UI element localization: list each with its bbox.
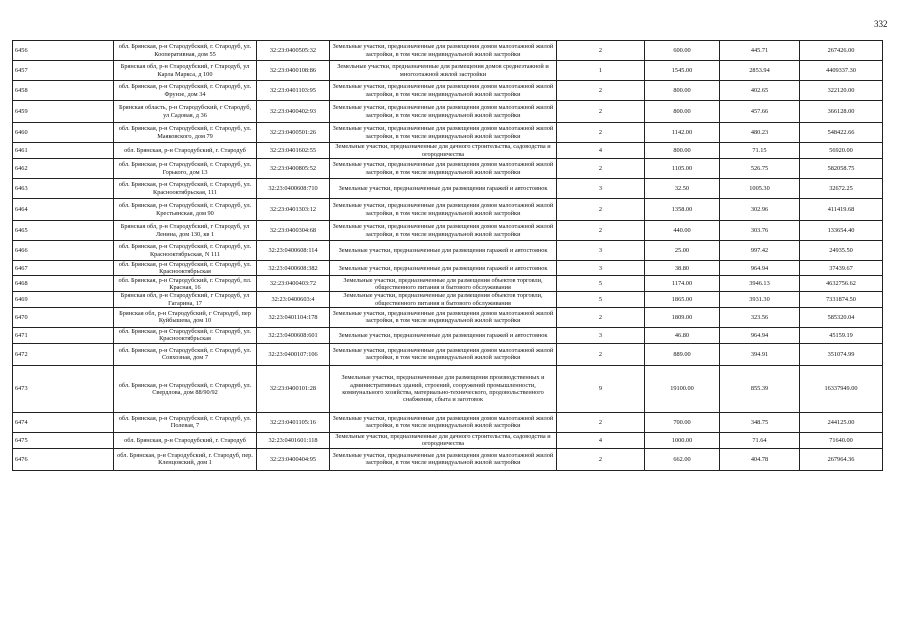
cadastral-value-cell: 133654.40 <box>800 221 883 241</box>
address-cell: обл. Брянская, р-н Стародубский, г. Стародуб, ул. Крестьянская, дом 90 <box>114 199 257 221</box>
cadastral-number-cell: 32:23:0400608:114 <box>257 241 330 261</box>
address-cell: обл. Брянская, р-н Стародубский, г. Стародуб, ул. Фрунзе, дом 34 <box>114 81 257 101</box>
specific-value-cell: 3946.13 <box>720 276 800 292</box>
address-cell: обл. Брянская, р-н Стародубский, г. Стародуб, ул. Краснооктябрьская <box>114 261 257 276</box>
land-use-cell: Земельные участки, предназначенные для размещения домов малоэтажной жилой застройки, в том числе индивидуальной жилой застройки <box>330 221 557 241</box>
cadastral-value-cell: 71640.00 <box>800 432 883 448</box>
specific-value-cell: 394.91 <box>720 343 800 365</box>
row-number: 6456 <box>13 41 114 61</box>
cadastral-value-cell: 585320.04 <box>800 307 883 327</box>
table-row <box>13 159 883 179</box>
area-cell: 1865.00 <box>645 292 720 307</box>
specific-value-cell: 2853.94 <box>720 61 800 81</box>
land-use-cell: Земельные участки, предназначенные для размещения гаражей и автостоянок <box>330 241 557 261</box>
cadastral-value-cell: 244125.00 <box>800 412 883 432</box>
page-number: 332 <box>874 19 888 29</box>
cadastral-number-cell: 32:23:0400402:93 <box>257 101 330 123</box>
row-number: 6457 <box>13 61 114 81</box>
table-row <box>13 276 883 292</box>
cadastral-value-cell: 56920.00 <box>800 143 883 159</box>
land-use-cell: Земельные участки, предназначенные для размещения домов малоэтажной жилой застройки, в том числе индивидуальной жилой застройки <box>330 81 557 101</box>
land-use-cell: Земельные участки, предназначенные для размещения домов малоэтажной жилой застройки, в том числе индивидуальной жилой застройки <box>330 123 557 143</box>
land-use-cell: Земельные участки, предназначенные для размещения домов малоэтажной жилой застройки, в том числе индивидуальной жилой застройки <box>330 199 557 221</box>
table-row <box>13 221 883 241</box>
specific-value-cell: 3931.30 <box>720 292 800 307</box>
land-use-cell: Земельные участки, предназначенные для дачного строительства, садоводства и огородничества <box>330 143 557 159</box>
use-group-cell: 2 <box>557 101 645 123</box>
land-use-cell: Земельные участки, предназначенные для размещения домов среднеэтажной и многоэтажной жилой застройки <box>330 61 557 81</box>
specific-value-cell: 997.42 <box>720 241 800 261</box>
row-number: 6463 <box>13 179 114 199</box>
specific-value-cell: 303.76 <box>720 221 800 241</box>
address-cell: обл. Брянская, р-н Стародубский, г. Стародуб <box>114 143 257 159</box>
use-group-cell: 2 <box>557 199 645 221</box>
specific-value-cell: 964.94 <box>720 327 800 343</box>
row-number: 6460 <box>13 123 114 143</box>
use-group-cell: 2 <box>557 221 645 241</box>
address-cell: обл. Брянская, р-н Стародубский, г. Стародуб, ул. Совхозная, дом 7 <box>114 343 257 365</box>
cadastral-number-cell: 32:23:0401103:95 <box>257 81 330 101</box>
area-cell: 38.80 <box>645 261 720 276</box>
use-group-cell: 4 <box>557 143 645 159</box>
land-use-cell: Земельные участки, предназначенные для размещения производственных и административных зданий, строений, сооружений промышленности, коммунального хозяйства, материально-технического, продовольственного снабжения, сбыта и заготовок <box>330 365 557 412</box>
land-use-cell: Земельные участки, предназначенные для размещения объектов торговли, общественного питания и бытового обслуживания <box>330 276 557 292</box>
use-group-cell: 2 <box>557 412 645 432</box>
cadastral-value-cell: 267964.36 <box>800 448 883 470</box>
use-group-cell: 2 <box>557 41 645 61</box>
specific-value-cell: 964.94 <box>720 261 800 276</box>
land-use-cell: Земельные участки, предназначенные для дачного строительства, садоводства и огородничества <box>330 432 557 448</box>
area-cell: 889.00 <box>645 343 720 365</box>
specific-value-cell: 348.75 <box>720 412 800 432</box>
address-cell: Брянская обл, р-н Стародубский, г Стародуб, ул Ленина, дом 130, кв 1 <box>114 221 257 241</box>
specific-value-cell: 1005.30 <box>720 179 800 199</box>
specific-value-cell: 404.78 <box>720 448 800 470</box>
table-row <box>13 412 883 432</box>
cadastral-value-cell: 548422.66 <box>800 123 883 143</box>
cadastral-number-cell: 32:23:0400108:86 <box>257 61 330 81</box>
row-number: 6468 <box>13 276 114 292</box>
cadastral-number-cell: 32:23:0401601:118 <box>257 432 330 448</box>
row-number: 6458 <box>13 81 114 101</box>
cadastral-value-cell: 351074.99 <box>800 343 883 365</box>
table-row <box>13 307 883 327</box>
address-cell: Брянская область, р-н Стародубский, г Стародуб, ул Садовая, д 36 <box>114 101 257 123</box>
row-number: 6459 <box>13 101 114 123</box>
table-row <box>13 327 883 343</box>
cadastral-value-cell: 32672.25 <box>800 179 883 199</box>
use-group-cell: 2 <box>557 123 645 143</box>
cadastral-number-cell: 32:23:0400608:382 <box>257 261 330 276</box>
area-cell: 800.00 <box>645 101 720 123</box>
cadastral-number-cell: 32:23:0400603:4 <box>257 292 330 307</box>
specific-value-cell: 323.56 <box>720 307 800 327</box>
cadastral-number-cell: 32:23:0400505:32 <box>257 41 330 61</box>
cadastral-value-cell: 322120.00 <box>800 81 883 101</box>
use-group-cell: 1 <box>557 61 645 81</box>
address-cell: обл. Брянская, р-н Стародубский, г. Стародуб, ул. Свердлова, дом 88/90/92 <box>114 365 257 412</box>
land-use-cell: Земельные участки, предназначенные для размещения гаражей и автостоянок <box>330 327 557 343</box>
use-group-cell: 3 <box>557 179 645 199</box>
table-row <box>13 61 883 81</box>
cadastral-number-cell: 32:23:0401303:12 <box>257 199 330 221</box>
cadastral-number-cell: 32:23:0400404:95 <box>257 448 330 470</box>
use-group-cell: 2 <box>557 448 645 470</box>
use-group-cell: 3 <box>557 241 645 261</box>
cadastral-number-cell: 32:23:0400107:106 <box>257 343 330 365</box>
specific-value-cell: 402.65 <box>720 81 800 101</box>
specific-value-cell: 526.75 <box>720 159 800 179</box>
row-number: 6474 <box>13 412 114 432</box>
specific-value-cell: 480.23 <box>720 123 800 143</box>
area-cell: 19100.00 <box>645 365 720 412</box>
table-row <box>13 432 883 448</box>
row-number: 6465 <box>13 221 114 241</box>
cadastral-value-cell: 45159.19 <box>800 327 883 343</box>
row-number: 6464 <box>13 199 114 221</box>
use-group-cell: 2 <box>557 343 645 365</box>
table-row <box>13 261 883 276</box>
use-group-cell: 2 <box>557 159 645 179</box>
row-number: 6475 <box>13 432 114 448</box>
cadastral-value-cell: 411419.68 <box>800 199 883 221</box>
area-cell: 32.50 <box>645 179 720 199</box>
area-cell: 25.00 <box>645 241 720 261</box>
area-cell: 800.00 <box>645 81 720 101</box>
area-cell: 1358.00 <box>645 199 720 221</box>
area-cell: 46.80 <box>645 327 720 343</box>
cadastral-value-cell: 24935.50 <box>800 241 883 261</box>
address-cell: обл. Брянская, р-н Стародубский, г. Стародуб, ул. Полевая, 7 <box>114 412 257 432</box>
address-cell: обл. Брянская, р-н Стародубский, г. Стародуб, пер. Кленцовский, дом 1 <box>114 448 257 470</box>
row-number: 6466 <box>13 241 114 261</box>
area-cell: 1105.00 <box>645 159 720 179</box>
use-group-cell: 5 <box>557 292 645 307</box>
cadastral-value-cell: 582058.75 <box>800 159 883 179</box>
cadastral-number-cell: 32:23:0401602:55 <box>257 143 330 159</box>
specific-value-cell: 302.96 <box>720 199 800 221</box>
use-group-cell: 3 <box>557 327 645 343</box>
cadastral-number-cell: 32:23:0400304:68 <box>257 221 330 241</box>
table-row <box>13 365 883 412</box>
specific-value-cell: 71.64 <box>720 432 800 448</box>
row-number: 6470 <box>13 307 114 327</box>
cadastral-number-cell: 32:23:0400608:710 <box>257 179 330 199</box>
address-cell: обл. Брянская, р-н Стародубский, г. Стародуб, ул. Краснооктябрьская <box>114 327 257 343</box>
area-cell: 1809.00 <box>645 307 720 327</box>
use-group-cell: 2 <box>557 81 645 101</box>
address-cell: обл. Брянская, р-н Стародубский, г. Стародуб, ул. Краснооктябрьская, 111 <box>114 179 257 199</box>
row-number: 6471 <box>13 327 114 343</box>
area-cell: 700.00 <box>645 412 720 432</box>
specific-value-cell: 445.71 <box>720 41 800 61</box>
address-cell: Брянская обл, р-н Стародубский, г Стародуб, пер Куйбышева, дом 10 <box>114 307 257 327</box>
land-use-cell: Земельные участки, предназначенные для размещения домов малоэтажной жилой застройки, в том числе индивидуальной жилой застройки <box>330 412 557 432</box>
use-group-cell: 9 <box>557 365 645 412</box>
area-cell: 1545.00 <box>645 61 720 81</box>
table-row <box>13 41 883 61</box>
row-number: 6469 <box>13 292 114 307</box>
land-use-cell: Земельные участки, предназначенные для размещения домов малоэтажной жилой застройки, в том числе индивидуальной жилой застройки <box>330 448 557 470</box>
land-use-cell: Земельные участки, предназначенные для размещения домов малоэтажной жилой застройки, в том числе индивидуальной жилой застройки <box>330 159 557 179</box>
land-use-cell: Земельные участки, предназначенные для размещения гаражей и автостоянок <box>330 261 557 276</box>
address-cell: Брянская обл, р-н Стародубский, г Стародуб, ул Карла Маркса, д 100 <box>114 61 257 81</box>
address-cell: обл. Брянская, р-н Стародубский, г. Стародуб, ул. Кооперативная, дом 55 <box>114 41 257 61</box>
specific-value-cell: 855.39 <box>720 365 800 412</box>
use-group-cell: 3 <box>557 261 645 276</box>
cadastral-value-table <box>12 40 883 471</box>
land-use-cell: Земельные участки, предназначенные для размещения объектов торговли, общественного питания и бытового обслуживания <box>330 292 557 307</box>
cadastral-number-cell: 32:23:0400403:72 <box>257 276 330 292</box>
address-cell: обл. Брянская, р-н Стародубский, г. Стародуб, ул. Маяковского, дом 79 <box>114 123 257 143</box>
cadastral-number-cell: 32:23:0401105:16 <box>257 412 330 432</box>
area-cell: 662.00 <box>645 448 720 470</box>
land-use-cell: Земельные участки, предназначенные для размещения гаражей и автостоянок <box>330 179 557 199</box>
area-cell: 600.00 <box>645 41 720 61</box>
table-row <box>13 101 883 123</box>
cadastral-value-cell: 267426.00 <box>800 41 883 61</box>
cadastral-number-cell: 32:23:0400101:28 <box>257 365 330 412</box>
table-row <box>13 241 883 261</box>
cadastral-value-cell: 4409337.30 <box>800 61 883 81</box>
cadastral-number-cell: 32:23:0400805:52 <box>257 159 330 179</box>
row-number: 6473 <box>13 365 114 412</box>
cadastral-number-cell: 32:23:0401104:178 <box>257 307 330 327</box>
cadastral-number-cell: 32:23:0400501:26 <box>257 123 330 143</box>
table-row <box>13 448 883 470</box>
table-row <box>13 292 883 307</box>
table-row <box>13 81 883 101</box>
area-cell: 1174.00 <box>645 276 720 292</box>
table-row <box>13 199 883 221</box>
cadastral-value-cell: 7331874.50 <box>800 292 883 307</box>
cadastral-value-cell: 366128.00 <box>800 101 883 123</box>
address-cell: обл. Брянская, р-н Стародубский, г. Стародуб, пл. Красная, 16 <box>114 276 257 292</box>
row-number: 6476 <box>13 448 114 470</box>
area-cell: 1142.00 <box>645 123 720 143</box>
land-use-cell: Земельные участки, предназначенные для размещения домов малоэтажной жилой застройки, в том числе индивидуальной жилой застройки <box>330 343 557 365</box>
table-row <box>13 143 883 159</box>
land-use-cell: Земельные участки, предназначенные для размещения домов малоэтажной жилой застройки, в том числе индивидуальной жилой застройки <box>330 101 557 123</box>
address-cell: Брянская обл, р-н Стародубский, г Стародуб, ул Гагарина, 17 <box>114 292 257 307</box>
address-cell: обл. Брянская, р-н Стародубский, г. Стародуб, ул. Горького, дом 13 <box>114 159 257 179</box>
table-row <box>13 179 883 199</box>
cadastral-value-cell: 16337949.00 <box>800 365 883 412</box>
row-number: 6472 <box>13 343 114 365</box>
row-number: 6461 <box>13 143 114 159</box>
area-cell: 440.00 <box>645 221 720 241</box>
specific-value-cell: 71.15 <box>720 143 800 159</box>
land-use-cell: Земельные участки, предназначенные для размещения домов малоэтажной жилой застройки, в том числе индивидуальной жилой застройки <box>330 307 557 327</box>
row-number: 6462 <box>13 159 114 179</box>
row-number: 6467 <box>13 261 114 276</box>
area-cell: 800.00 <box>645 143 720 159</box>
cadastral-value-cell: 37439.67 <box>800 261 883 276</box>
use-group-cell: 5 <box>557 276 645 292</box>
use-group-cell: 2 <box>557 307 645 327</box>
table-row <box>13 343 883 365</box>
land-use-cell: Земельные участки, предназначенные для размещения домов малоэтажной жилой застройки, в том числе индивидуальной жилой застройки <box>330 41 557 61</box>
address-cell: обл. Брянская, р-н Стародубский, г. Стародуб <box>114 432 257 448</box>
table-row <box>13 123 883 143</box>
cadastral-value-cell: 4632756.62 <box>800 276 883 292</box>
use-group-cell: 4 <box>557 432 645 448</box>
address-cell: обл. Брянская, р-н Стародубский, г. Стародуб, ул. Краснооктябрьская, N 111 <box>114 241 257 261</box>
specific-value-cell: 457.66 <box>720 101 800 123</box>
cadastral-number-cell: 32:23:0400608:601 <box>257 327 330 343</box>
area-cell: 1000.00 <box>645 432 720 448</box>
